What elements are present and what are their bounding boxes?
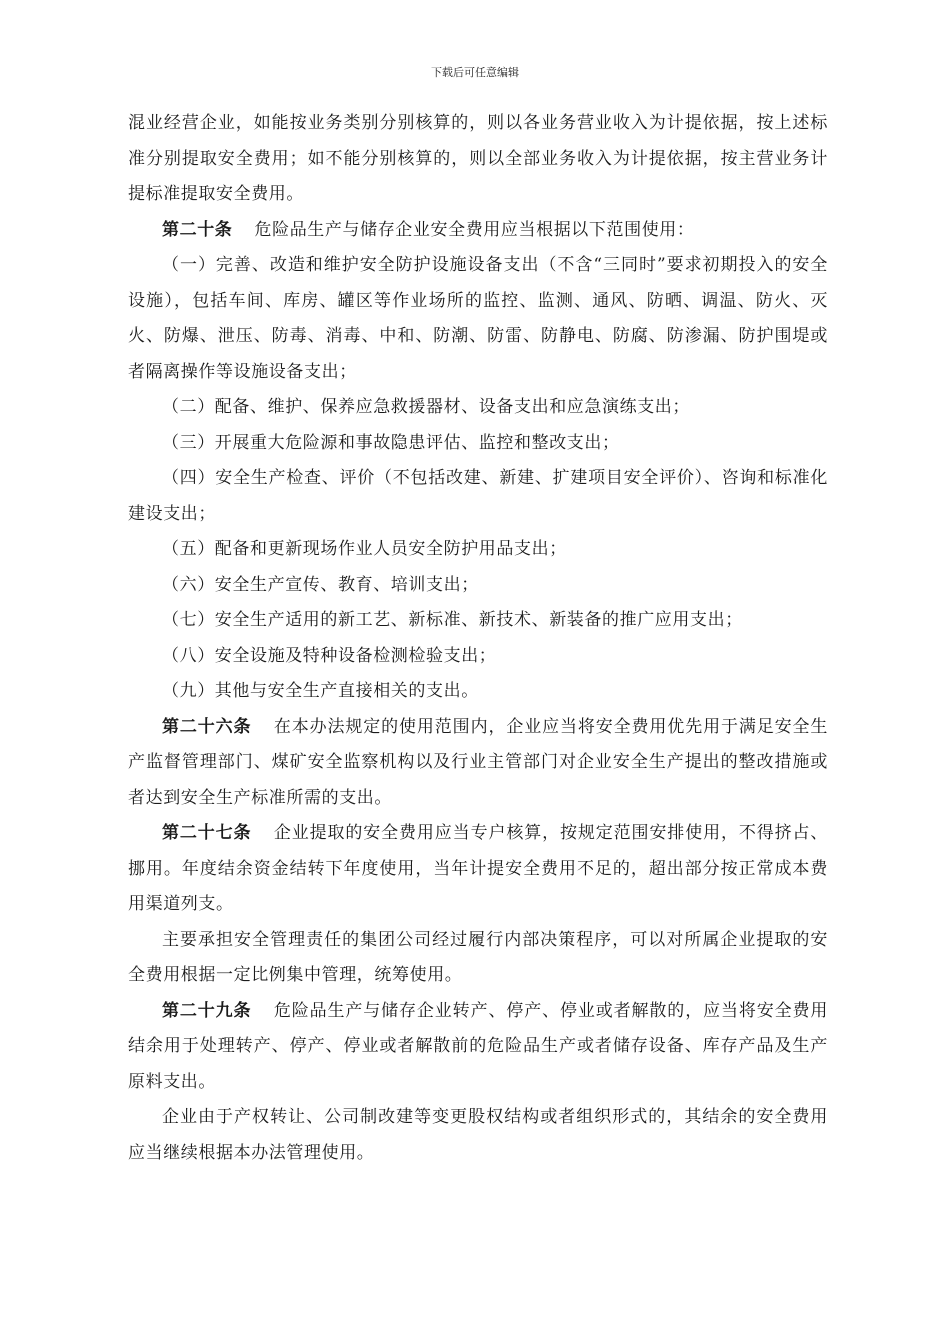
paragraph-text: （九）其他与安全生产直接相关的支出。 bbox=[162, 681, 479, 701]
list-item bbox=[128, 639, 828, 675]
list-item bbox=[128, 674, 828, 710]
paragraph-text: 企业提取的安全费用应当专户核算，按规定范围安排使用，不得挤占、挪用。年度结余资金结转下年度使用，当年计提安全费用不足的，超出部分按正常成本费用渠道列支。 bbox=[128, 823, 828, 914]
list-item bbox=[128, 248, 828, 390]
paragraph-text: （四）安全生产检查、评价（不包括改建、新建、扩建项目安全评价）、咨询和标准化建设支出； bbox=[128, 468, 828, 524]
list-item bbox=[128, 603, 828, 639]
list-item bbox=[128, 426, 828, 462]
paragraph-text: （八）安全设施及特种设备检测检验支出； bbox=[162, 645, 497, 666]
paragraph-text: 主要承担安全管理责任的集团公司经过履行内部决策程序，可以对所属企业提取的安全费用根据一定比例集中管理，统筹使用。 bbox=[128, 929, 828, 985]
paragraph-text: 在本办法规定的使用范围内，企业应当将安全费用优先用于满足安全生产监督管理部门、煤矿安全监察机构以及行业主管部门对企业安全生产提出的整改措施或者达到安全生产标准所需的支出。 bbox=[128, 716, 828, 808]
paragraph-text: （三）开展重大危险源和事故隐患评估、监控和整改支出； bbox=[162, 432, 620, 453]
list-item bbox=[128, 390, 828, 426]
article-number: 第二十七条 bbox=[162, 823, 252, 843]
paragraph-text: （五）配备和更新现场作业人员安全防护用品支出； bbox=[162, 539, 567, 559]
article-number: 第二十六条 bbox=[162, 716, 252, 737]
paragraph bbox=[128, 106, 828, 213]
article-paragraph bbox=[128, 994, 828, 1101]
article-paragraph bbox=[128, 710, 828, 817]
paragraph bbox=[128, 1100, 828, 1171]
paragraph bbox=[128, 923, 828, 994]
list-item bbox=[128, 568, 828, 604]
paragraph-text: 危险品生产与储存企业安全费用应当根据以下范围使用： bbox=[254, 219, 695, 240]
article-paragraph bbox=[128, 816, 828, 923]
page-header: 下载后可任意编辑 bbox=[431, 66, 519, 79]
paragraph-text: （六）安全生产宣传、教育、培训支出； bbox=[162, 574, 479, 595]
article-number: 第二十条 bbox=[162, 219, 233, 240]
document-body bbox=[128, 106, 828, 1171]
paragraph-text: （二）配备、维护、保养应急救援器材、设备支出和应急演练支出； bbox=[162, 397, 690, 417]
article-paragraph bbox=[128, 213, 828, 249]
paragraph-text: 混业经营企业，如能按业务类别分别核算的，则以各业务营业收入为计提依据，按上述标准分别提取安全费用；如不能分别核算的，则以全部业务收入为计提依据，按主营业务计提标准提取安全费用。 bbox=[128, 113, 828, 204]
paragraph-text: 危险品生产与储存企业转产、停产、停业或者解散的，应当将安全费用结余用于处理转产、停产、停业或者解散前的危险品生产或者储存设备、库存产品及生产原料支出。 bbox=[128, 1000, 828, 1092]
paragraph-text: （七）安全生产适用的新工艺、新标准、新技术、新装备的推广应用支出； bbox=[162, 610, 743, 630]
paragraph-text: （一）完善、改造和维护安全防护设施设备支出（不含“三同时”要求初期投入的安全设施），包括车间、库房、罐区等作业场所的监控、监测、通风、防晒、调温、防火、灭火、防爆、泄压、防毒、消毒、中和、防潮、防雷、防静电、防腐、防渗漏、防护围堤或者隔离操作等设施设备支出； bbox=[128, 255, 828, 382]
list-item bbox=[128, 461, 828, 532]
paragraph-text: 企业由于产权转让、公司制改建等变更股权结构或者组织形式的，其结余的安全费用应当继续根据本办法管理使用。 bbox=[128, 1107, 828, 1163]
article-number: 第二十九条 bbox=[162, 1000, 252, 1021]
list-item bbox=[128, 532, 828, 568]
